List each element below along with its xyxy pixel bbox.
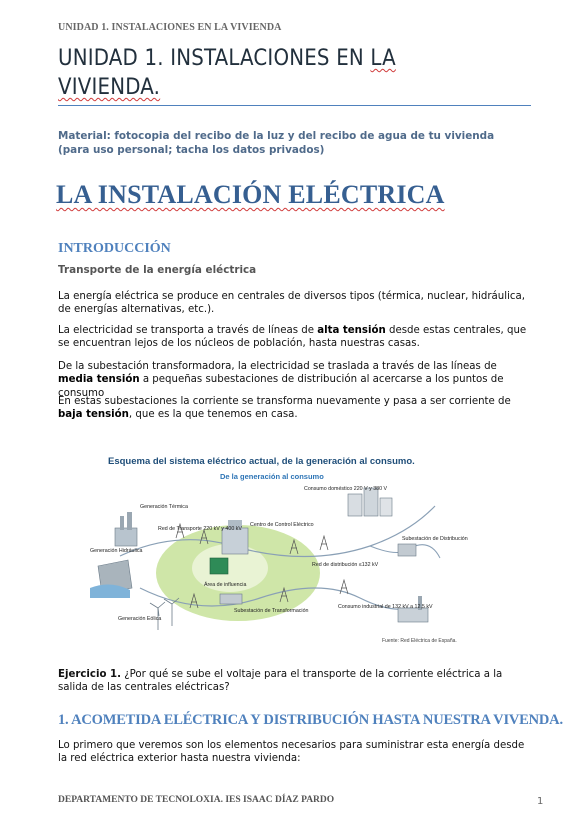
label-distribution: Red de distribución ≤132 kV: [312, 562, 379, 568]
label-control: Centro de Control Eléctrico: [250, 522, 314, 528]
exercise-text: ¿Por qué se sube el voltaje para el transporte de la corriente eléctrica a la salida de las centrales eléctricas?: [58, 669, 503, 694]
material-note: Material: fotocopia del recibo de la luz y del recibo de agua de tu vivienda (para uso personal; tacha los datos privados): [58, 130, 495, 156]
section-2-title: 1. ACOMETIDA ELÉCTRICA Y DISTRIBUCIÓN HASTA NUESTRA VIVENDA.: [58, 712, 563, 728]
substation-icon: [220, 594, 242, 604]
label-thermal: Generación Térmica: [140, 504, 188, 510]
page-header: UNIDAD 1. INSTALACIONES EN LA VIVIENDA: [58, 22, 282, 33]
paragraph-1: La energía eléctrica se produce en centrales de diversos tipos (térmica, nuclear, hidráulica, de energías alternativas, etc.).: [58, 291, 526, 316]
section-title: LA INSTALACIÓN ELÉCTRICA: [56, 180, 445, 209]
label-transformation: Subestación de Transformación: [234, 608, 309, 614]
label-domestic: Consumo doméstico 220 V y 380 V: [304, 486, 388, 492]
page-footer: DEPARTAMENTO DE TECNOLOXIA. IES ISAAC DÍAZ PARDO: [58, 795, 335, 805]
paragraph-4: En estas subestaciones la corriente se transforma nuevamente y pasa a ser corriente de baja tensión, que es la que tenemos en casa.: [58, 396, 511, 421]
intro-heading: INTRODUCCIÓN: [58, 241, 171, 256]
label-distribution-substation: Subestación de Distribución: [402, 536, 468, 542]
electric-system-diagram: [80, 448, 470, 648]
hydro-dam-icon: [90, 560, 132, 598]
paragraph-2: La electricidad se transporta a través de líneas de alta tensión desde estas centrales, que se encuentran lejos de los núcleos de población, hasta nuestras casas.: [58, 325, 527, 350]
label-transport: Red de Transporte 220 kV y 400 kV: [158, 526, 242, 532]
title-divider: [58, 105, 531, 106]
thermal-plant-icon: [115, 512, 137, 546]
page-number: 1: [537, 796, 544, 807]
label-area: Área de influencia: [204, 582, 247, 588]
label-wind: Generación Eólica: [118, 616, 162, 622]
exercise-label: Ejercicio 1.: [58, 669, 121, 680]
exercise-1: [58, 668, 533, 695]
figure-title: Esquema del sistema eléctrico actual, de la generación al consumo.: [108, 456, 415, 467]
label-hydro: Generación Hidráulica: [90, 548, 143, 554]
area-sign-icon: [210, 558, 228, 574]
title-underlined-word: LA: [370, 46, 396, 71]
label-industrial: Consumo industrial de 132 kV a 12,5 kV: [338, 604, 433, 610]
subheading: Transporte de la energía eléctrica: [58, 264, 257, 276]
figure-source: Fuente: Red Eléctrica de España.: [382, 638, 457, 644]
figure-subtitle: De la generación al consumo: [220, 472, 324, 481]
domestic-buildings-icon: [348, 488, 392, 516]
section-2-paragraph: Lo primero que veremos son los elementos necesarios para suministrar esta energía desde la red eléctrica exterior hasta nuestra vivienda:: [58, 740, 525, 765]
distribution-substation-icon: [398, 544, 416, 556]
title-line-1: UNIDAD 1. INSTALACIONES EN LA: [58, 46, 396, 71]
paragraph-3: De la subestación transformadora, la electricidad se traslada a través de las líneas de media tensión a pequeñas subestaciones de distribución al acercarse a los puntos de consumo: [58, 361, 504, 399]
document-title: [58, 44, 538, 102]
title-line-2: VIVIENDA.: [58, 75, 161, 100]
